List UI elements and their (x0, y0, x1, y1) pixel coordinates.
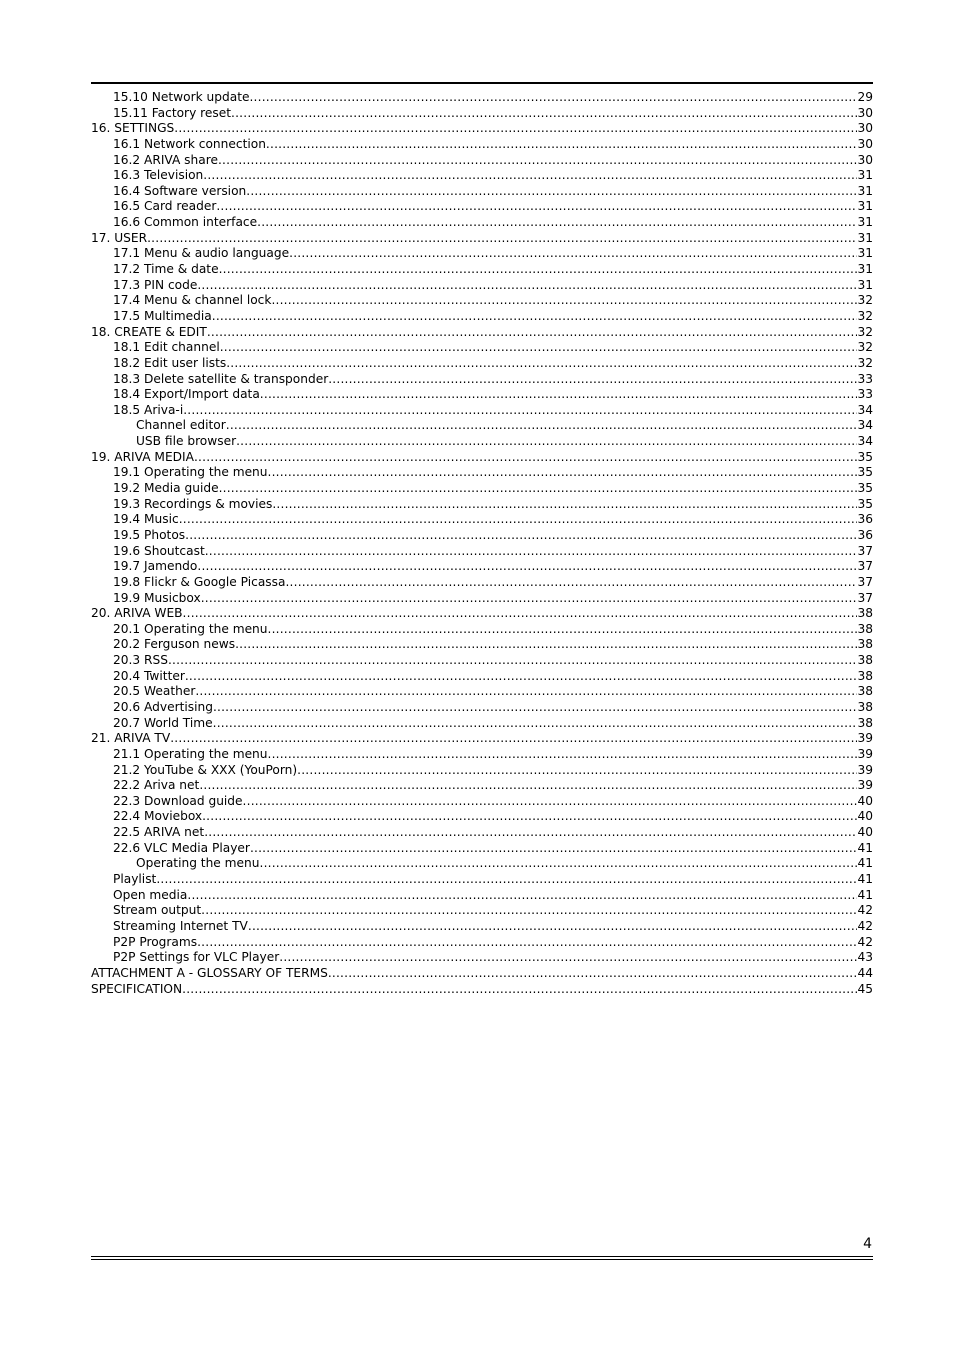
toc-entry[interactable] (91, 747, 873, 763)
toc-entry-title: 16.3 Television (113, 168, 204, 183)
toc-entry-page: 30 (857, 152, 873, 167)
toc-entry-page: 38 (857, 684, 873, 699)
toc-entry[interactable] (91, 950, 873, 966)
toc-dot-leader (187, 888, 857, 904)
toc-entry[interactable] (91, 184, 873, 200)
toc-entry-page: 31 (857, 215, 873, 230)
toc-entry-page: 30 (857, 105, 873, 120)
toc-dot-leader (260, 387, 858, 403)
toc-dot-leader (179, 512, 858, 528)
toc-entry-title: Operating the menu (136, 856, 260, 871)
toc-entry[interactable] (91, 559, 873, 575)
toc-entry[interactable] (91, 825, 873, 841)
toc-entry-page: 39 (857, 762, 873, 777)
toc-entry-page: 38 (857, 637, 873, 652)
toc-entry-title: 17.5 Multimedia (113, 308, 212, 323)
toc-entry-title: 20.2 Ferguson news (113, 637, 236, 652)
toc-entry[interactable] (91, 512, 873, 528)
toc-entry-page: 42 (857, 918, 873, 933)
toc-entry-page: 31 (857, 168, 873, 183)
toc-entry-title: 16.2 ARIVA share (113, 152, 218, 167)
toc-dot-leader (197, 935, 857, 951)
toc-entry-title: 20.3 RSS (113, 653, 168, 668)
toc-entry-title: 19.2 Media guide (113, 481, 219, 496)
toc-entry[interactable] (91, 231, 873, 247)
toc-entry-page: 31 (857, 199, 873, 214)
toc-entry-page: 36 (857, 512, 873, 527)
toc-dot-leader (220, 340, 858, 356)
toc-entry[interactable] (91, 481, 873, 497)
toc-entry[interactable] (91, 544, 873, 560)
toc-entry-title: Channel editor (136, 418, 226, 433)
toc-dot-leader (289, 246, 857, 262)
toc-entry-title: 19.3 Recordings & movies (113, 496, 273, 511)
toc-entry[interactable] (91, 856, 873, 872)
toc-entry-page: 31 (857, 183, 873, 198)
toc-entry-page: 37 (857, 574, 873, 589)
toc-entry-title: Stream output (113, 903, 202, 918)
toc-entry-title: 19.5 Photos (113, 527, 186, 542)
toc-dot-leader (185, 669, 858, 685)
toc-dot-leader (195, 684, 857, 700)
toc-entry-title: 22.2 Ariva net (113, 778, 200, 793)
toc-entry[interactable] (91, 262, 873, 278)
toc-entry-page: 44 (857, 965, 873, 980)
toc-entry-page: 45 (857, 981, 873, 996)
toc-entry[interactable] (91, 591, 873, 607)
toc-entry-title: 19.8 Flickr & Google Picassa (113, 574, 286, 589)
toc-entry-title: ATTACHMENT A - GLOSSARY OF TERMS (91, 965, 328, 980)
toc-entry-page: 32 (857, 355, 873, 370)
toc-dot-leader (197, 559, 857, 575)
toc-entry-page: 41 (857, 887, 873, 902)
toc-entry[interactable] (91, 606, 873, 622)
toc-entry[interactable] (91, 669, 873, 685)
toc-dot-leader (260, 856, 858, 872)
toc-entry-page: 32 (857, 340, 873, 355)
toc-dot-leader (235, 637, 857, 653)
toc-entry[interactable] (91, 387, 873, 403)
toc-entry-title: 17.1 Menu & audio language (113, 246, 290, 261)
toc-entry[interactable] (91, 90, 873, 106)
toc-dot-leader (328, 372, 857, 388)
toc-dot-leader (156, 872, 857, 888)
toc-entry-page: 33 (857, 387, 873, 402)
toc-entry-page: 35 (857, 465, 873, 480)
toc-entry-page: 40 (857, 793, 873, 808)
toc-entry-page: 37 (857, 543, 873, 558)
toc-entry-title: 19.1 Operating the menu (113, 465, 268, 480)
toc-dot-leader (204, 825, 857, 841)
toc-dot-leader (183, 606, 858, 622)
toc-entry-page: 31 (857, 277, 873, 292)
toc-entry-page: 39 (857, 731, 873, 746)
toc-entry-page: 38 (857, 653, 873, 668)
toc-entry[interactable] (91, 497, 873, 513)
toc-dot-leader (213, 700, 858, 716)
toc-entry[interactable] (91, 982, 873, 998)
toc-entry-page: 32 (857, 308, 873, 323)
toc-entry-page: 38 (857, 668, 873, 683)
toc-dot-leader (328, 966, 858, 982)
toc-entry[interactable] (91, 340, 873, 356)
toc-entry-page: 35 (857, 481, 873, 496)
toc-dot-leader (271, 293, 857, 309)
toc-entry-title: 20.7 World Time (113, 715, 213, 730)
toc-entry[interactable] (91, 841, 873, 857)
toc-dot-leader (218, 153, 858, 169)
toc-entry[interactable] (91, 809, 873, 825)
toc-entry[interactable] (91, 731, 873, 747)
toc-entry[interactable] (91, 794, 873, 810)
toc-entry-title: Open media (113, 887, 188, 902)
toc-entry[interactable] (91, 418, 873, 434)
toc-entry-title: 20. ARIVA WEB (91, 606, 183, 621)
toc-dot-leader (212, 309, 858, 325)
toc-dot-leader (219, 262, 858, 278)
toc-entry-title: 19.6 Shoutcast (113, 543, 205, 558)
toc-dot-leader (174, 121, 857, 137)
toc-entry-page: 30 (857, 121, 873, 136)
toc-entry-page: 41 (857, 856, 873, 871)
toc-entry-title: 22.3 Download guide (113, 793, 243, 808)
footer-rule (91, 1256, 873, 1260)
toc-entry-page: 43 (857, 950, 873, 965)
toc-dot-leader (201, 903, 857, 919)
toc-entry-page: 38 (857, 606, 873, 621)
toc-dot-leader (185, 528, 857, 544)
toc-dot-leader (297, 763, 857, 779)
toc-dot-leader (207, 325, 858, 341)
toc-entry[interactable] (91, 653, 873, 669)
toc-dot-leader (170, 731, 857, 747)
toc-entry-page: 35 (857, 449, 873, 464)
toc-entry-title: USB file browser (136, 434, 237, 449)
toc-entry[interactable] (91, 778, 873, 794)
toc-entry-title: 18. CREATE & EDIT (91, 324, 207, 339)
toc-entry-title: 20.6 Advertising (113, 699, 213, 714)
page-number: 4 (863, 1236, 872, 1252)
toc-entry-title: 16.1 Network connection (113, 136, 266, 151)
toc-entry-page: 42 (857, 934, 873, 949)
toc-entry[interactable] (91, 935, 873, 951)
toc-dot-leader (216, 199, 857, 215)
toc-dot-leader (236, 434, 857, 450)
toc-entry-title: 22.6 VLC Media Player (113, 840, 250, 855)
toc-entry-title: 20.5 Weather (113, 684, 196, 699)
toc-entry[interactable] (91, 215, 873, 231)
toc-entry[interactable] (91, 356, 873, 372)
toc-dot-leader (205, 544, 858, 560)
toc-dot-leader (231, 106, 857, 122)
toc-entry-title: 21.1 Operating the menu (113, 746, 268, 761)
toc-entry-page: 37 (857, 559, 873, 574)
toc-dot-leader (257, 215, 857, 231)
toc-entry[interactable] (91, 121, 873, 137)
toc-dot-leader (272, 497, 857, 513)
toc-dot-leader (201, 591, 858, 607)
toc-dot-leader (226, 418, 858, 434)
toc-entry[interactable] (91, 372, 873, 388)
toc-entry-title: 16.6 Common interface (113, 215, 258, 230)
toc-entry[interactable] (91, 575, 873, 591)
toc-dot-leader (266, 137, 858, 153)
toc-entry-page: 40 (857, 809, 873, 824)
toc-dot-leader (219, 481, 858, 497)
toc-entry[interactable] (91, 622, 873, 638)
toc-entry-page: 31 (857, 262, 873, 277)
header-rule (91, 82, 873, 84)
toc-dot-leader (250, 841, 858, 857)
toc-entry[interactable] (91, 872, 873, 888)
toc-entry[interactable] (91, 465, 873, 481)
toc-entry[interactable] (91, 293, 873, 309)
toc-entry[interactable] (91, 309, 873, 325)
toc-entry[interactable] (91, 199, 873, 215)
toc-entry-title: SPECIFICATION (91, 981, 183, 996)
toc-entry-page: 31 (857, 230, 873, 245)
toc-dot-leader (243, 794, 858, 810)
toc-entry-title: 15.10 Network update (113, 90, 250, 104)
toc-entry-page: 42 (857, 903, 873, 918)
toc-entry[interactable] (91, 168, 873, 184)
toc-entry-title: 16.5 Card reader (113, 199, 217, 214)
toc-entry[interactable] (91, 700, 873, 716)
toc-entry[interactable] (91, 325, 873, 341)
toc-entry[interactable] (91, 919, 873, 935)
toc-entry-page: 39 (857, 746, 873, 761)
toc-entry-page: 34 (857, 434, 873, 449)
toc-entry[interactable] (91, 137, 873, 153)
toc-entry-page: 38 (857, 715, 873, 730)
toc-entry-title: 22.5 ARIVA net (113, 825, 205, 840)
toc-entry[interactable] (91, 403, 873, 419)
toc-dot-leader (203, 168, 857, 184)
toc-entry-title: 17.3 PIN code (113, 277, 198, 292)
toc-entry-page: 31 (857, 246, 873, 261)
toc-dot-leader (249, 90, 857, 106)
toc-entry-page: 29 (857, 90, 873, 104)
toc-entry-title: 20.4 Twitter (113, 668, 185, 683)
toc-dot-leader (248, 919, 858, 935)
toc-dot-leader (147, 231, 857, 247)
toc-entry-title: 18.5 Ariva-i (113, 402, 184, 417)
toc-dot-leader (279, 950, 857, 966)
toc-entry-page: 41 (857, 872, 873, 887)
toc-entry[interactable] (91, 763, 873, 779)
toc-dot-leader (182, 982, 857, 998)
toc-entry-title: 18.1 Edit channel (113, 340, 220, 355)
toc-entry-page: 41 (857, 840, 873, 855)
table-of-contents (91, 90, 873, 997)
toc-entry-page: 34 (857, 402, 873, 417)
toc-entry-title: 15.11 Factory reset (113, 105, 232, 120)
toc-dot-leader (168, 653, 858, 669)
toc-entry-title: 17. USER (91, 230, 148, 245)
toc-entry[interactable] (91, 153, 873, 169)
toc-entry-page: 38 (857, 621, 873, 636)
toc-entry[interactable] (91, 450, 873, 466)
toc-entry-page: 35 (857, 496, 873, 511)
toc-entry-title: P2P Settings for VLC Player (113, 950, 280, 965)
toc-entry-title: Streaming Internet TV (113, 918, 248, 933)
toc-entry-title: P2P Programs (113, 934, 198, 949)
toc-entry[interactable] (91, 106, 873, 122)
toc-entry-title: 19.9 Musicbox (113, 590, 201, 605)
toc-entry[interactable] (91, 246, 873, 262)
toc-entry-title: 20.1 Operating the menu (113, 621, 268, 636)
toc-entry-title: 19.4 Music (113, 512, 179, 527)
toc-dot-leader (268, 747, 858, 763)
toc-dot-leader (197, 278, 857, 294)
toc-entry-title: 17.4 Menu & channel lock (113, 293, 272, 308)
toc-entry-page: 32 (857, 293, 873, 308)
toc-dot-leader (183, 403, 857, 419)
toc-dot-leader (285, 575, 857, 591)
toc-entry-title: 18.4 Export/Import data (113, 387, 260, 402)
toc-entry-page: 36 (857, 527, 873, 542)
toc-entry-page: 40 (857, 825, 873, 840)
toc-dot-leader (194, 450, 858, 466)
toc-entry-title: 19. ARIVA MEDIA (91, 449, 194, 464)
toc-entry-page: 39 (857, 778, 873, 793)
toc-entry-title: Playlist (113, 872, 157, 887)
toc-entry[interactable] (91, 903, 873, 919)
toc-dot-leader (268, 622, 858, 638)
toc-entry-page: 34 (857, 418, 873, 433)
toc-entry[interactable] (91, 528, 873, 544)
toc-entry-title: 17.2 Time & date (113, 262, 219, 277)
toc-dot-leader (213, 716, 858, 732)
toc-dot-leader (202, 809, 857, 825)
toc-dot-leader (246, 184, 857, 200)
toc-entry-page: 37 (857, 590, 873, 605)
toc-entry[interactable] (91, 684, 873, 700)
toc-entry[interactable] (91, 888, 873, 904)
toc-entry[interactable] (91, 716, 873, 732)
toc-entry[interactable] (91, 637, 873, 653)
toc-entry[interactable] (91, 966, 873, 982)
toc-dot-leader (226, 356, 857, 372)
toc-entry-page: 32 (857, 324, 873, 339)
toc-entry-title: 18.3 Delete satellite & transponder (113, 371, 329, 386)
toc-entry[interactable] (91, 434, 873, 450)
toc-dot-leader (199, 778, 857, 794)
toc-entry-title: 21.2 YouTube & XXX (YouPorn) (113, 762, 298, 777)
toc-entry-title: 19.7 Jamendo (113, 559, 198, 574)
toc-dot-leader (268, 465, 858, 481)
toc-entry-title: 21. ARIVA TV (91, 731, 171, 746)
toc-entry-title: 22.4 Moviebox (113, 809, 203, 824)
toc-entry[interactable] (91, 278, 873, 294)
toc-entry-page: 33 (857, 371, 873, 386)
toc-entry-title: 16.4 Software version (113, 183, 247, 198)
toc-entry-page: 38 (857, 699, 873, 714)
toc-entry-title: 16. SETTINGS (91, 121, 175, 136)
toc-entry-title: 18.2 Edit user lists (113, 355, 227, 370)
toc-entry-page: 30 (857, 136, 873, 151)
